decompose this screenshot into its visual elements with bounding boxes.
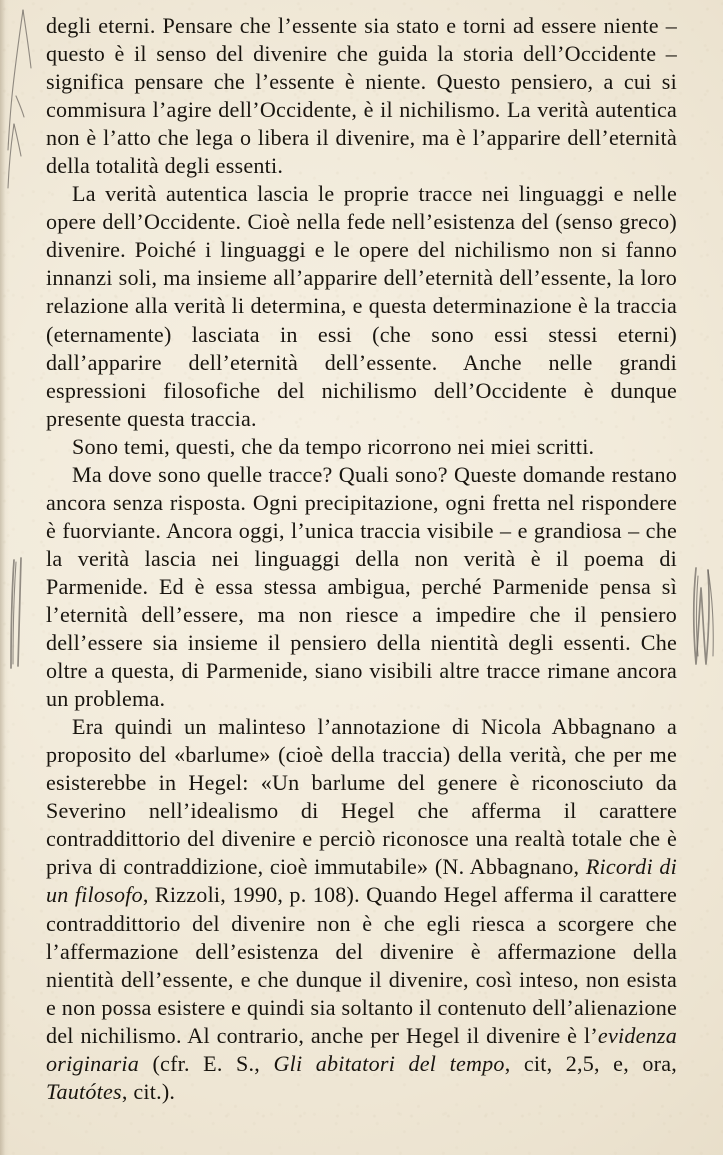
text-run: (cfr. E. S., xyxy=(139,1050,274,1076)
italic-run: Ricordi di un filosofo xyxy=(46,854,677,908)
body-text-column xyxy=(46,12,677,1106)
text-run: Ma dove sono quelle tracce? Quali sono? Queste domande restano ancora senza risposta. Ogni precipitazione, ogni fretta nel rispondere è fuorviante. Ancora oggi, l’unica traccia visibile – e grandiosa – che la verità lascia nei linguaggi della non verità è il poema di Parmenide. Ed è essa stessa ambigua, perché Parmenide pensa sì l’eternità dell’essere, ma non riesce a impedire che il pensiero dell’essere sia insieme il pensiero della nientità degli essenti. Che oltre a questa, di Parmenide, siano visibili altre tracce rimane ancora un problema. xyxy=(46,461,677,712)
italic-run: evidenza originaria xyxy=(46,1022,677,1076)
text-run: Sono temi, questi, che da tempo ricorrono nei miei scritti. xyxy=(72,433,595,459)
text-run: degli eterni. Pensare che l’essente sia stato e torni ad essere niente – questo è il senso del divenire che guida la storia dell’Occidente – significa pensare che l’essente è niente. Questo pensiero, a cui si commisura l’agire dell’Occidente, è il nichilismo. La verità autentica non è l’atto che lega o libera il divenire, ma è l’apparire dell’eternità della totalità degli essenti. xyxy=(46,13,677,179)
text-run: La verità autentica lascia le proprie tracce nei linguaggi e nelle opere dell’Occidente. Cioè nella fede nell’esistenza del (senso greco) divenire. Poiché i linguaggi e le opere del nichilismo non si fanno innanzi soli, ma insieme all’apparire dell’eternità dell’essente, la loro relazione alla verità li determina, e questa determinazione è la traccia (eternamente) lasciata in essi (che sono essi stessi eterni) dall’apparire dell’eternità dell’essente. Anche nelle grandi espressioni filosofiche del nichilismo dell’Occidente è dunque presente questa traccia. xyxy=(46,181,677,431)
paragraph xyxy=(46,461,677,713)
italic-run: Gli abitatori del tempo xyxy=(273,1050,505,1076)
paragraph xyxy=(46,713,677,1106)
paragraph xyxy=(46,180,677,432)
text-run: , cit, 2,5, e, ora, xyxy=(504,1050,677,1076)
paragraph xyxy=(46,433,677,461)
italic-run: Tautótes xyxy=(46,1078,122,1104)
text-run: , Rizzoli, 1990, p. 108). Quando Hegel afferma il carattere contraddittorio del divenire non è che egli riesca a scorgere che l’affermazione dell’esistenza del divenire è affermazione della nientità dell’essente, e che dunque il divenire, così inteso, non esista e non possa esistere e quindi sia soltanto il contenuto dell’alienazione del nichilismo. Al contrario, anche per Hegel il divenire è l’ xyxy=(46,882,677,1048)
paragraph xyxy=(46,12,677,180)
text-run: Era quindi un malinteso l’annotazione di Nicola Abbagnano a proposito del «barlume» (cioè della traccia) della verità, che per me esisterebbe in Hegel: «Un barlume del genere è riconosciuto da Severino nell’idealismo di Hegel che afferma il carattere contraddittorio del divenire e perciò riconosce una realtà totale che è priva di contraddizione, cioè immutabile» (N. Abbagnano, xyxy=(46,714,677,880)
text-run: , cit.). xyxy=(121,1078,176,1104)
